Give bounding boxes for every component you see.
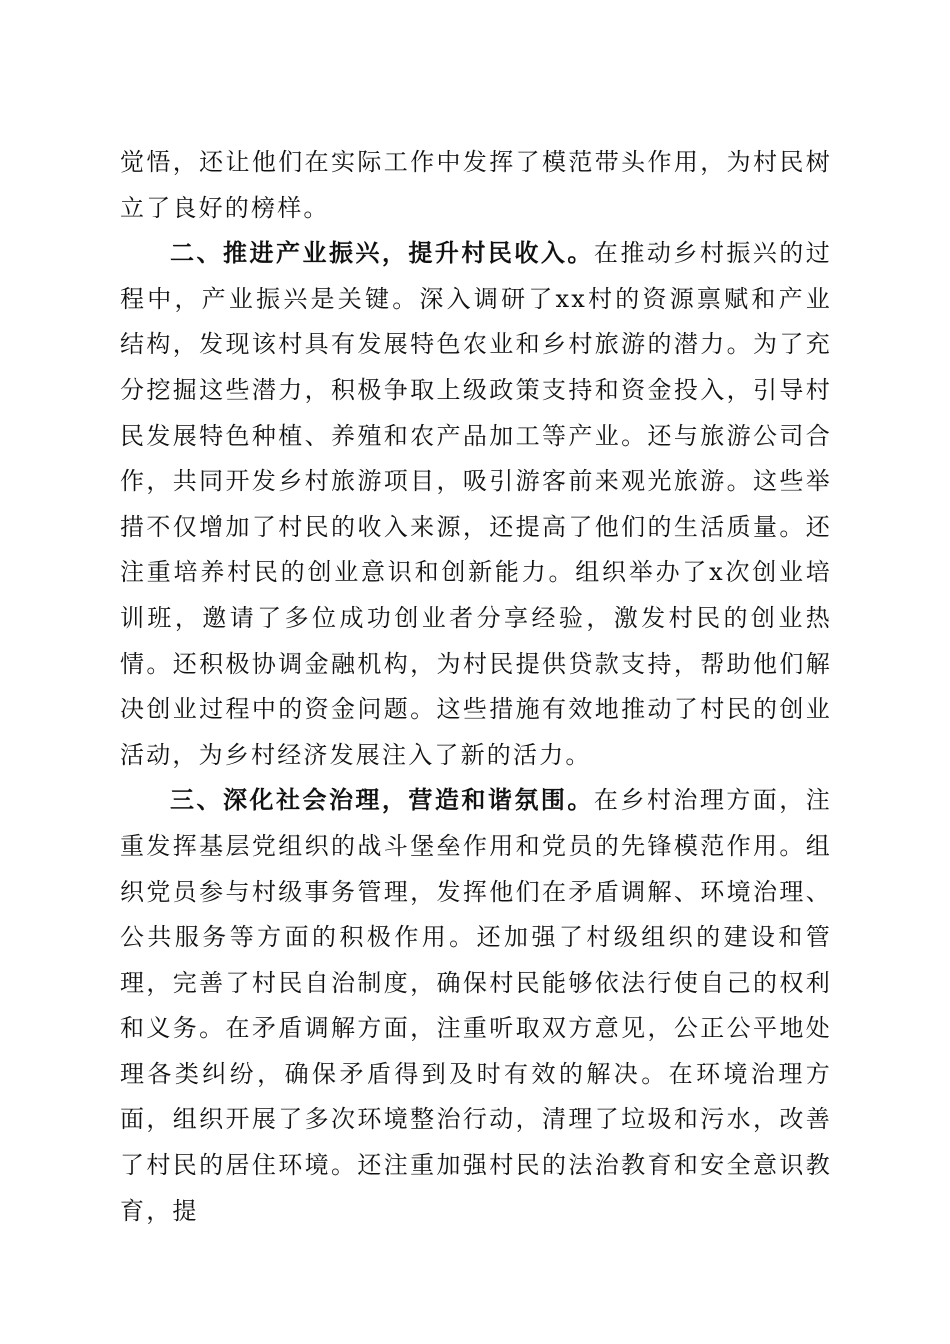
section-heading-governance: 三、深化社会治理，营造和谐氛围。 <box>170 786 594 815</box>
section-heading-industry: 二、推进产业振兴，提升村民收入。 <box>170 239 594 268</box>
document-body <box>120 140 832 1234</box>
paragraph-governance <box>120 778 832 1234</box>
paragraph-industry <box>120 231 832 778</box>
paragraph-3-text: 在乡村治理方面，注重发挥基层党组织的战斗堡垒作用和党员的先锋模范作用。组织党员参与村级事务管理，发挥他们在矛盾调解、环境治理、公共服务等方面的积极作用。还加强了村级组织的建设和管理，完善了村民自治制度，确保村民能够依法行使自己的权利和义务。在矛盾调解方面，注重听取双方意见，公正公平地处理各类纠纷，确保矛盾得到及时有效的解决。在环境治理方面，组织开展了多次环境整治行动，清理了垃圾和污水，改善了村民的居住环境。还注重加强村民的法治教育和安全意识教育，提 <box>120 786 832 1225</box>
paragraph-1-text: 觉悟，还让他们在实际工作中发挥了模范带头作用，为村民树立了良好的榜样。 <box>120 148 832 222</box>
paragraph-continuation <box>120 140 832 231</box>
paragraph-2-text: 在推动乡村振兴的过程中，产业振兴是关键。深入调研了xx村的资源禀赋和产业结构，发现该村具有发展特色农业和乡村旅游的潜力。为了充分挖掘这些潜力，积极争取上级政策支持和资金投入，引导村民发展特色种植、养殖和农产品加工等产业。还与旅游公司合作，共同开发乡村旅游项目，吸引游客前来观光旅游。这些举措不仅增加了村民的收入来源，还提高了他们的生活质量。还注重培养村民的创业意识和创新能力。组织举办了x次创业培训班，邀请了多位成功创业者分享经验，激发村民的创业热情。还积极协调金融机构，为村民提供贷款支持，帮助他们解决创业过程中的资金问题。这些措施有效地推动了村民的创业活动，为乡村经济发展注入了新的活力。 <box>120 239 832 769</box>
